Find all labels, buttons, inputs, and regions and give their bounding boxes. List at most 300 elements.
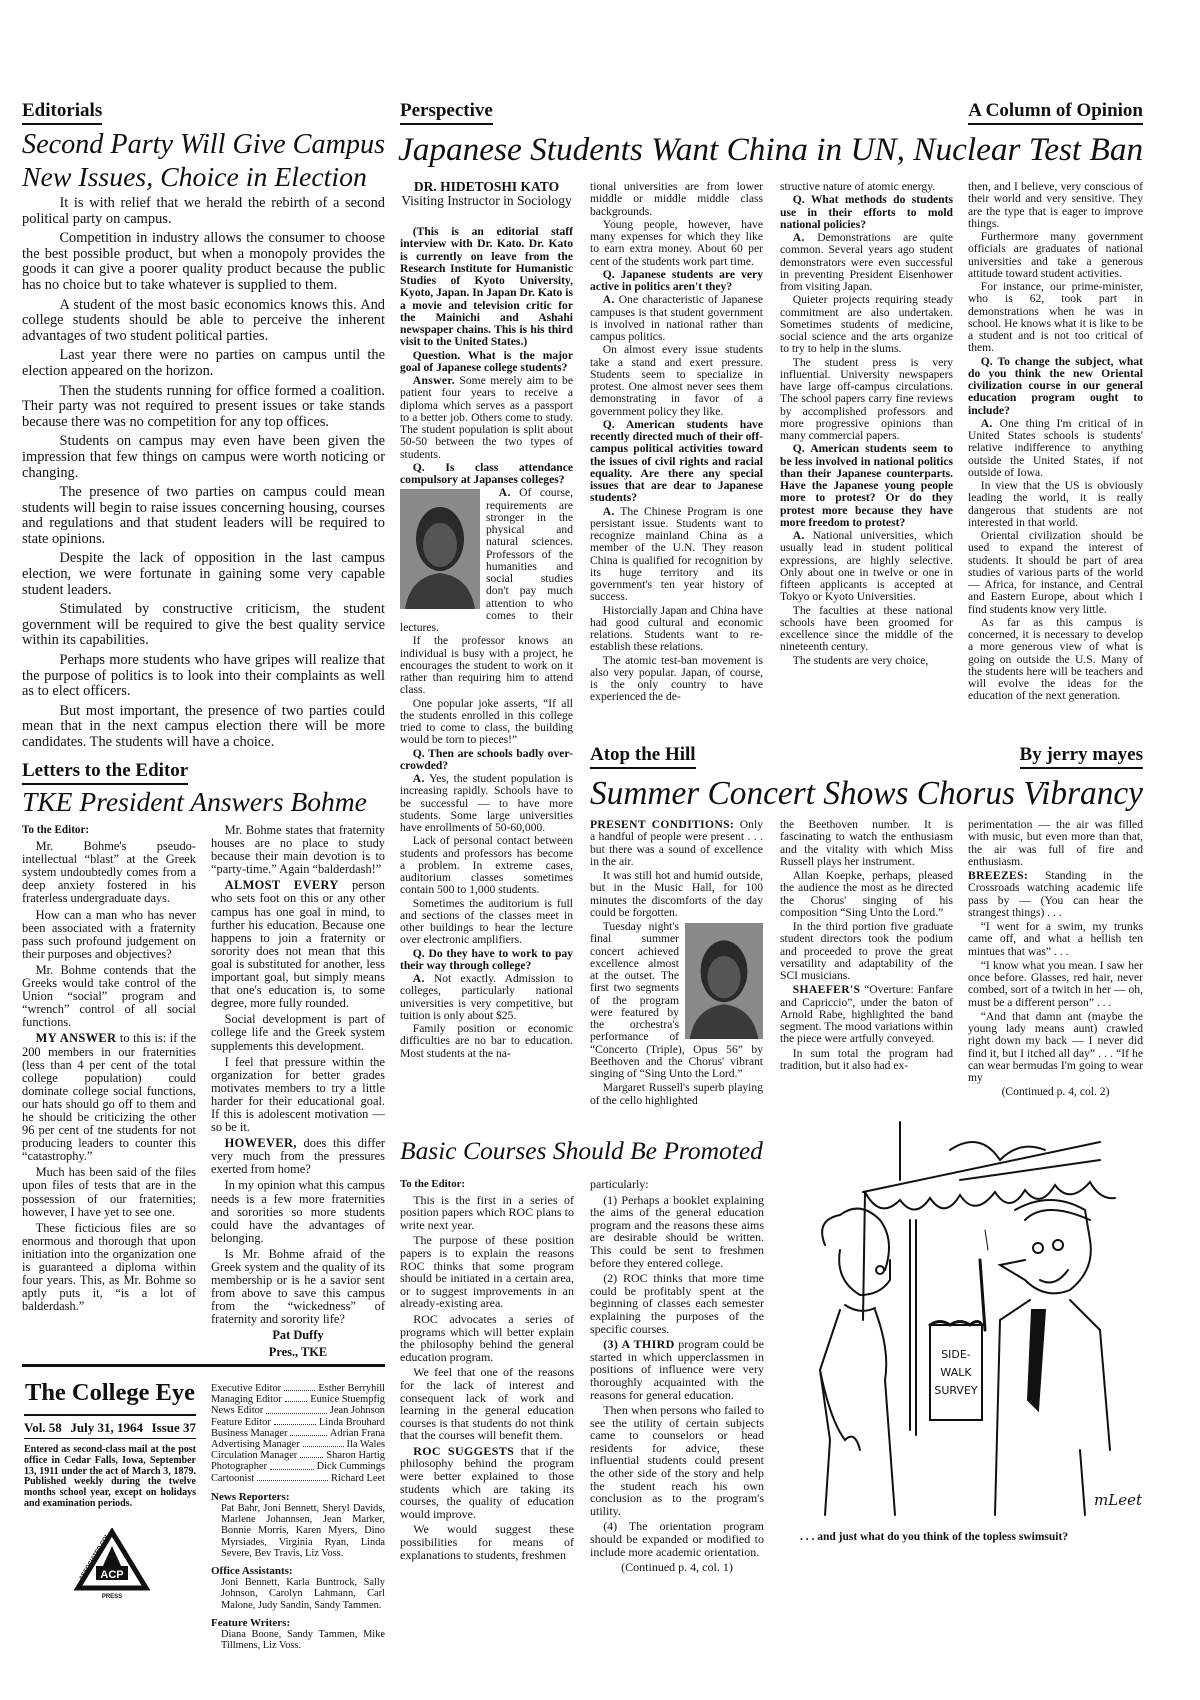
sign-line1: SIDE- (941, 1348, 971, 1361)
paragraph-text: Social development is part of college life and the Greek system supplements this development. (211, 1012, 385, 1053)
paragraph (211, 1137, 385, 1176)
paragraph-text: “I know what you mean. I saw her once before. Glasses, red hair, never combed, sort of a twitch in her — oh, must be a different person” . . . (968, 958, 1143, 1009)
dot-leader (303, 1439, 344, 1447)
paragraph-text: does this differ very much from the pressures exerted from home? (211, 1136, 385, 1177)
paragraph (22, 348, 385, 379)
staff-group (211, 1566, 385, 1611)
masthead-issue-line (24, 1420, 196, 1436)
paragraph-text: Then when persons who failed to see the utility of certain subjects came to counselors or head residents for advice, these influential students could present the other side of the story and help the student reach his own conclusion as to the program's utility. (590, 1403, 764, 1518)
paragraph-text: Competition in industry allows the consumer to choose the best possible product, but when a monopoly provides the goods it can give a poorer quality product because the public has no choice but to take whatever is supplied to them. (22, 230, 385, 293)
paragraph-text: (4) The orientation program should be expanded or modified to include more academic orientation. (590, 1519, 764, 1559)
paragraph (211, 1013, 385, 1052)
paragraph-text: Quieter projects requiring steady commitment are also undertaken. Sometimes students of medicine, social science and the arts organize to try to help in the slums. (780, 293, 953, 356)
paragraph-text: A student of the most basic economics knows this. And college students should be able to perceive the inherent advantages of two student political parties. (22, 296, 385, 344)
paragraph (22, 384, 385, 431)
paragraph-text: that if the philosophy behind the program were better explained to those students which are taking its courses, the quality of education would improve. (400, 1443, 574, 1521)
staff-name: Adrian Frana (329, 1427, 385, 1439)
letters-column-2 (211, 824, 385, 1359)
paragraph-lead: ALMOST EVERY (224, 878, 339, 893)
staff-role: Advertising Manager (211, 1439, 300, 1451)
paragraph (400, 1234, 574, 1310)
paragraph (590, 819, 763, 868)
staff-group (211, 1618, 385, 1652)
atop-column-1 (590, 819, 763, 1129)
paragraph (590, 1561, 764, 1574)
paragraph (968, 617, 1143, 703)
column-byline: By jerry mayes (1020, 744, 1143, 769)
paragraph (968, 418, 1143, 479)
paragraph-text: Tuesday night's final summer concert achieved excellence almost at the outset. The first two segments of the program were featured by the orchestra's performance of “Concerto (Triple), Opus 56” by Beethoven and the Chorus' vibrant singing of “Sing Unto the Lord.” (590, 920, 763, 1080)
paragraph (22, 434, 385, 481)
paragraph-text: Historcially Japan and China have had good cultural and economic relations. Students want to re-establish these relations. (590, 603, 763, 654)
paragraph (590, 1194, 764, 1270)
dot-leader (270, 1461, 314, 1469)
basic-column-2 (590, 1178, 764, 1598)
perspective-column-3 (780, 181, 953, 737)
paragraph-text: The presence of two parties on campus could mean students will begin to raise issues concerning housing, courses and regulations and that student leaders will be required to state opinions. (22, 484, 385, 547)
perspective-column-4 (968, 181, 1143, 737)
paragraph-lead: A. (412, 972, 425, 985)
paragraph-text: In the third portion five graduate student directors took the podium and proceeded to prove the great versatility and adaptability of the SCI musicians. (780, 920, 953, 982)
paragraph (22, 653, 385, 700)
editorial-body (22, 196, 385, 751)
paragraph-text: It was still hot and humid outside, but in the Music Hall, for 100 minutes the discomforts of the day could be forgotten. (590, 869, 763, 919)
paragraph (400, 1023, 573, 1060)
paragraph-lead: SHAEFER'S (792, 983, 861, 997)
paragraph (780, 870, 953, 919)
paragraph (590, 1520, 764, 1558)
paragraph (211, 1329, 385, 1342)
paragraph-text: If the professor knows an individual is busy with a project, he encourages the student to work on it rather than requiring him to attend class. (400, 634, 573, 697)
paragraph (400, 698, 573, 747)
paragraph-text: How can a man who has never been associated with a fraternity pass such profound judgement on their purposes and objectives? (22, 907, 196, 961)
staff-name: Sharon Hartig (326, 1450, 385, 1462)
paragraph-text: Of course, requirements are stronger in the physical and natural sciences. Professors of the humanities and social studies don't pay much attention to who comes to their lectures. (400, 486, 573, 634)
paragraph (590, 181, 763, 218)
paragraph-text: Not exactly. Admission to colleges, particularly national universities is very competitive, but tuition is only about $25. (400, 972, 573, 1022)
sign-line2: WALK (940, 1366, 972, 1379)
paragraph (22, 1032, 196, 1163)
paragraph (590, 1404, 764, 1517)
paragraph-text: (1) Perhaps a booklet explaining the aims of the general education program and the reasons these aims are desirable should be written. This could be sent to freshmen before they entered college. (590, 1192, 764, 1270)
staff-role: Cartoonist (211, 1472, 255, 1484)
paragraph (780, 530, 953, 604)
paragraph (22, 551, 385, 598)
paragraph-text: ROC advocates a series of programs which will better explain the philosophy behind the general education program. (400, 1311, 574, 1364)
paragraph-text: These ficticious files are so enormous and thorough that upon initiation into the organization one is guaranteed a diploma within four years. This, as Mr. Bohme so aptly puts it, “is a lot of balderdash.” (22, 1220, 196, 1314)
staff-row (211, 1383, 385, 1394)
paragraph-text: Q. Is class attendance compulsory at Japanses colleges? (400, 460, 573, 486)
paragraph-lead: A. (412, 772, 425, 785)
staff-name: Esther Berryhill (318, 1383, 385, 1394)
paragraph-text: Mr. Bohme contends that the Greeks would take control of the Union “social” program and “wrench” control of all social functions. (22, 962, 196, 1030)
paragraph-text: program could be started in which upperclassmen in positions of influence were very thoroughly acquainted with the reasons for general education. (590, 1337, 764, 1402)
dot-leader (266, 1405, 327, 1413)
staff-name: Dick Cummings (316, 1461, 385, 1473)
paragraph-text: To the Editor: (22, 824, 90, 836)
paragraph-text: “Overture: Fanfare and Capriccio”, under the baton of Arnold Rabe, highlighted the band segment. The mood variations within the piece were artfully conveyed. (780, 983, 953, 1046)
paragraph (590, 655, 763, 704)
paragraph-text: (Continued p. 4, col. 1) (621, 1560, 733, 1575)
paragraph-text: Q. Japanese students are very active in politics aren't they? (590, 267, 763, 293)
paragraph-text: We feel that one of the reasons for the lack of interest and consequent lack of work and learning in the general education courses is that students do not think that the courses will benefit them. (400, 1365, 574, 1443)
paragraph (211, 1346, 385, 1359)
paragraph-lead: (3) A THIRD (603, 1337, 675, 1352)
letters-column-1 (22, 824, 196, 1359)
paragraph-text: tional universities are from lower middle or middle middle class backgrounds. (590, 181, 763, 218)
question-paragraph (780, 443, 953, 529)
masthead (24, 1378, 196, 1510)
paragraph (968, 819, 1143, 868)
paragraph (400, 1178, 574, 1191)
paragraph-text: The students are very choice, (792, 653, 929, 667)
masthead-date: July 31, 1964 (70, 1420, 143, 1435)
paragraph-text: (Continued p. 4, col. 2) (1001, 1085, 1110, 1099)
paragraph-text: Perhaps more students who have gripes will realize that the purpose of politics is to look into their complaints as well as to elect officers. (22, 652, 385, 700)
author-name: DR. HIDETOSHI KATO (413, 179, 560, 194)
staff-box (211, 1383, 385, 1651)
paragraph-text: Is Mr. Bohme afraid of the Greek system and the quality of its membership or is he a savior sent from above to save this campus from the “wickedness” of fraternity and sorority life? (211, 1246, 385, 1327)
paragraph-text: to this is: if the 200 members in our fraternities (less than 4 per cent of the total college population) could dominate college social functions, our hats should go off to them and he should be criticizing the other 96 per cent of tne students for not producing leaders to counter this “catastrophy.” (22, 1031, 196, 1164)
paragraph (22, 602, 385, 649)
paragraph (590, 1178, 764, 1191)
paragraph-text: structive nature of atomic energy. (780, 181, 936, 193)
staff-name: Eunice Stuempfig (310, 1394, 385, 1406)
paragraph (780, 819, 953, 868)
paragraph-text: Oriental civilization should be used to expand the interest of students. It should be part of area studies of various parts of the world — Africa, for instance, and Central and Eastern Europe, about which I find students know very little. (968, 529, 1143, 616)
paragraph-text: Only a handful of people were present . . . but there was a sound of excellence in the air. (590, 819, 763, 868)
paragraph (400, 1523, 574, 1561)
paragraph (590, 605, 763, 654)
paragraph-text: The purpose of these position papers is to explain the reasons ROC thinks that some program should be initiated in a certain area, or to suggest improvements in an already-existing area. (400, 1233, 574, 1311)
letters-headline: TKE President Answers Bohme (22, 786, 367, 817)
paragraph-text: Q. To change the subject, what do you think the new Oriental civilization course in our general education program ought to include? (968, 354, 1143, 417)
paragraph (968, 281, 1143, 355)
dot-leader (290, 1428, 326, 1436)
paragraph (780, 655, 953, 667)
paragraph-text: One characteristic of Japanese campuses is that student government is involved in national rather than campus politics. (590, 293, 763, 343)
staff-group-names: Joni Bennett, Karla Buntrock, Sally Johnson, Carolyn Lahmann, Carl Malone, Judy Sandin, Sandy Tammen. (221, 1577, 385, 1611)
staff-group-names: Pat Bahr, Joni Bennett, Sheryl Davids, Marlene Johannsen, Jean Marker, Bonnie Morris, Karen Myers, Dino Myrsiades, Virginia Ryan, Linda Severe, Bev Travis, Liz Voss. (221, 1503, 385, 1559)
paragraph-text: “And that damn ant (maybe the young lady means aunt) crawled right down my back — I never did find it, but I itched all day” . . . “If he can wear bermudas I'm going to wear my (968, 1009, 1143, 1084)
masthead-volume: Vol. 58 (24, 1420, 62, 1435)
paragraph-text: This is the first in a series of position papers which ROC plans to write next year. (400, 1192, 574, 1232)
staff-name: Jean Johnson (329, 1405, 385, 1417)
section-label-perspective: Perspective (400, 100, 493, 125)
paragraph (968, 921, 1143, 958)
paragraph-text: Mr. Bohme states that fraternity houses are no place to study because their main devotion is to “party-time.” Again “balderdash!” (211, 824, 385, 877)
paragraph-lead: MY ANSWER (35, 1031, 117, 1046)
paragraph-text: National universities, which usually lead in student political expressions, are highly selective. Only about one in twelve or one in fifteen applicants is accepted at Tokyo or Kyoto Universities. (780, 529, 953, 604)
paragraph (22, 298, 385, 345)
question-paragraph (400, 350, 573, 375)
paragraph (22, 964, 196, 1029)
paragraph-text: The atomic test-ban movement is also very popular. Japan, of course, is the only country to have experienced the de- (590, 653, 763, 704)
paragraph (590, 344, 763, 418)
section-label-atop-the-hill: Atop the Hill (590, 744, 696, 769)
paragraph (211, 1248, 385, 1327)
paragraph (211, 1056, 385, 1135)
basic-courses-headline: Basic Courses Should Be Promoted (400, 1136, 763, 1165)
perspective-headline: Japanese Students Want China in UN, Nuclear Test Ban (398, 131, 1144, 168)
paragraph-text: Young people, however, have many expenses for which they like to earn extra money. About 60 per cent of the students work part time. (590, 217, 763, 268)
question-paragraph (400, 226, 573, 349)
paragraph-text: Q. Then are schools badly over-crowded? (400, 746, 573, 772)
acp-member: MEMBER (102, 1581, 122, 1586)
paragraph-text: Stimulated by constructive criticism, the student government will be required to give the best quality service within its capabilities. (22, 601, 385, 649)
paragraph-text: particularly: (590, 1178, 649, 1191)
staff-name: Richard Leet (331, 1472, 385, 1484)
paragraph-text: Sometimes the auditorium is full and sections of the classes meet in other buildings to hear the lecture over electronic amplifiers. (400, 896, 573, 947)
paragraph-text: (This is an editorial staff interview with Dr. Kato. Dr. Kato is currently on leave from the Research Institute for Humanistic Studies of Kyoto University, Kyoto, Japan. In Japan Dr. Kato is a movie and television critic for the Mainichi and Ashahi newspaper chains. This is his third visit to the United States.) (400, 226, 573, 349)
paragraph-text: Despite the lack of opposition in the last campus election, we were fortunate in gaining some very capable student leaders. (22, 550, 385, 598)
paragraph-text: For instance, our prime-minister, who is 62, took part in demonstrations when he was in school. He knows what it is like to be a student and is not too critical of them. (968, 280, 1143, 355)
paragraph-text: One popular joke asserts, “If all the students enrolled in this college tried to come to class, the building would be torn to pieces!” (400, 696, 573, 747)
acp-ring-text: ASSOCIATED COLLEGIATE (78, 1530, 128, 1582)
editorial-headline-line2: New Issues, Choice in Election (22, 162, 367, 193)
question-paragraph (400, 462, 573, 487)
staff-role: Executive Editor (211, 1383, 282, 1394)
staff-name: Ila Wales (346, 1439, 385, 1451)
paragraph-text: In my opinion what this campus needs is a few more fraternities and sororities so more students could have the advantages of belonging. (211, 1178, 385, 1245)
paragraph (22, 196, 385, 227)
paragraph (400, 375, 573, 461)
paragraph (22, 824, 196, 837)
paragraph-text: perimentation — the air was filled with music, but even more than that, the air was full of fire and enthusiasm. (968, 819, 1143, 868)
staff-name: Linda Brouhard (318, 1416, 385, 1428)
staff-row (211, 1428, 385, 1439)
paragraph-lead: A. (792, 529, 805, 542)
staff-role: Feature Editor (211, 1416, 271, 1428)
question-paragraph (590, 269, 763, 294)
paragraph (590, 294, 763, 343)
section-label-editorials: Editorials (22, 100, 102, 125)
paragraph (400, 835, 573, 896)
divider-rule (22, 1364, 385, 1367)
atop-column-3 (968, 819, 1143, 1129)
paragraph-text: “I went for a swim, my trunks came off, and what a hellish ten mintues that was” . . . (968, 920, 1143, 958)
author-byline (400, 180, 573, 208)
paragraph-text: Lack of personal contact between students and professors has become a problem. In extreme cases, auditorium classes sometimes contain 500 to 1,000 students. (400, 834, 573, 897)
column-of-opinion-label: A Column of Opinion (968, 100, 1143, 125)
cartoon-caption: . . . and just what do you think of the topless swimsuit? (800, 1531, 1069, 1543)
paragraph-text: On almost every issue students take a stand and exert pressure. Students seem to specialize in protest. One almost never sees them demonstrating in favor of a government policy they like. (590, 343, 763, 418)
paragraph (22, 704, 385, 751)
paragraph (968, 1011, 1143, 1085)
staff-role: Managing Editor (211, 1394, 282, 1406)
staff-role: Circulation Manager (211, 1450, 298, 1462)
paragraph-lead: PRESENT CONDITIONS: (590, 819, 735, 831)
paragraph (590, 870, 763, 919)
paragraph-text: Demonstrations are quite common. Several years ago student demonstrators were even successful in preventing President Eisenhower from visiting Japan. (780, 231, 953, 293)
paragraph-lead: A. (980, 416, 993, 430)
dot-leader (274, 1417, 316, 1425)
paragraph-text: Q. What methods do students use in their efforts to mold national policies? (780, 193, 953, 231)
dot-leader (300, 1450, 323, 1458)
paragraph (211, 1179, 385, 1244)
paragraph (590, 219, 763, 268)
paragraph (590, 1082, 763, 1107)
editorial-headline (22, 128, 385, 194)
staff-row (211, 1439, 385, 1450)
paragraph-text: Question. What is the major goal of Japanese college students? (400, 348, 573, 374)
paragraph (780, 232, 953, 293)
paragraph (400, 1194, 574, 1232)
paragraph-text: Margaret Russell's superb playing of the cello highlighted (590, 1081, 763, 1107)
paragraph (400, 1445, 574, 1521)
paragraph (211, 879, 385, 1010)
paragraph-text: Mr. Bohme's pseudo-intellectual “blast” at the Greek system undoubtedly comes from a deep anxiety fostered in his fraterless undergraduate days. (22, 839, 196, 906)
question-paragraph (780, 194, 953, 231)
paragraph (400, 773, 573, 834)
paragraph-text: Some merely aim to be patient four years to receive a diploma which serves as a passport to a better job. Others come to study. The student population is split about 50-50 between the two types of students. (400, 374, 573, 461)
paragraph (400, 635, 573, 696)
paragraph-text: Family position or economic difficulties are no bar to education. Most students at the na- (400, 1022, 573, 1060)
staff-role: Photographer (211, 1461, 267, 1473)
paragraph-text: But most important, the presence of two parties could mean that in the next campus election there will be more candidates. The students will have a choice. (22, 702, 385, 750)
paragraph (780, 1048, 953, 1073)
paragraph-text: We would suggest these possibilities for means of explanations to students, freshmen (400, 1522, 574, 1562)
acp-initials: ACP (100, 1569, 124, 1581)
masthead-title: The College Eye (24, 1379, 195, 1406)
paragraph (22, 231, 385, 293)
paragraph (968, 870, 1143, 919)
paragraph (400, 1366, 574, 1442)
paragraph (968, 1086, 1143, 1098)
paragraph (968, 960, 1143, 1009)
dot-leader (257, 1473, 328, 1481)
question-paragraph (400, 948, 573, 973)
paragraph-lead: BREEZES: (968, 869, 1029, 882)
paragraph-text: I feel that pressure within the organization for better grades motivates members to try a little harder for their educational goal. If this is adolescent motivation — so be it. (211, 1054, 385, 1135)
perspective-column-1 (400, 226, 573, 1126)
paragraph-text: Then the students running for office formed a coalition. Their party was not required to present issues or take stands because there was no competition for any top offices. (22, 382, 385, 430)
paragraph (968, 530, 1143, 616)
paragraph-text: Yes, the student population is increasing rapidly. Schools have to be successful — to have more students. Some large universities have enrollments of 50-60,000. (400, 772, 573, 834)
paragraph (780, 294, 953, 355)
author-title: Visiting Instructor in Sociology (401, 193, 572, 208)
atop-headline: Summer Concert Shows Chorus Vibrancy (590, 775, 1143, 812)
portrait-photo (400, 489, 480, 609)
paragraph-text: then, and I believe, very conscious of their world and very sensitive. They are the type that is eager to improve things. (968, 181, 1143, 230)
paragraph (780, 357, 953, 443)
staff-row (211, 1405, 385, 1416)
woman-head (822, 1209, 890, 1295)
paragraph (780, 605, 953, 654)
question-paragraph (590, 419, 763, 505)
staff-row (211, 1417, 385, 1428)
paragraph (590, 1272, 764, 1335)
paragraph-lead: A. (792, 231, 805, 244)
mailing-notice: Entered as second-class mail at the post office in Cedar Falls, Iowa, September 13, 1911 under the act of March 3, 1879. Published weekly during the twelve months school year, except on holidays and examination periods. (24, 1444, 196, 1509)
paragraph-text: Much has been said of the files upon files of tests that are in the possession of our fraternities; however, I have yet to see one. (22, 1165, 196, 1219)
perspective-column-2 (590, 181, 763, 737)
paragraph (780, 984, 953, 1045)
paragraph-text: Allan Koepke, perhaps, pleased the audience the most as he directed the Chorus' singing of his composition “Sing Unto the Lord.” (780, 869, 953, 919)
paragraph-text: As far as this campus is concerned, it is necessary to develop a more generous view of what is going on outside the U.S. Many of the students here will be teachers and will evolve the ideas for the education of the next generation. (968, 615, 1143, 703)
paragraph-text: (2) ROC thinks that more time could be profitably spent at the beginning of classes each semester explaining the purposes of the specific courses. (590, 1271, 764, 1336)
paragraph-text: Q. American students have recently directed much of their off-campus political activities toward the issues of civil rights and racial equality. Are there any special issues that are dear to Japanese students? (590, 417, 763, 505)
staff-row (211, 1394, 385, 1405)
acp-member-logo (74, 1528, 150, 1600)
paragraph-text: Q. American students seem to be less involved in national politics than their Japanese counterparts. Have the Japanese young people more to protest? Or do they protest more because they have more freedom to protest? (780, 442, 953, 529)
portrait-photo (685, 923, 763, 1039)
staff-group-title: News Reporters: (211, 1490, 290, 1503)
cartoonist-signature: mLeet (1094, 1491, 1142, 1509)
staff-role: News Editor (211, 1405, 264, 1417)
paragraph-text: The Chinese Program is one persistant issue. Students want to recognize mainland China as a member of the U.N. They reason China is qualified for recognition by its huge territory and its government's ten year history of success. (590, 504, 763, 604)
paragraph-lead: Answer. (412, 374, 456, 387)
staff-group (211, 1492, 385, 1559)
acp-press: PRESS (101, 1594, 123, 1600)
section-label-letters: Letters to the Editor (22, 760, 188, 785)
staff-row (211, 1461, 385, 1472)
paragraph (22, 1166, 196, 1218)
question-paragraph (968, 356, 1143, 417)
masthead-issue: Issue 37 (151, 1420, 196, 1435)
paragraph-text: Q. Do they have to work to pay their way through college? (400, 946, 573, 972)
editorial-headline-line1: Second Party Will Give Campus (22, 129, 386, 160)
paragraph (590, 1338, 764, 1401)
paragraph-text: the Beethoven number. It is fascinating to watch the enthusiasm and the vitality with which Miss Russell plays her instrument. (780, 819, 953, 868)
basic-column-1 (400, 1178, 574, 1598)
paragraph-text: The student press is very influential. University newspapers have large off-campus circulations. The school papers carry fine reviews by accomplished professors and more progressive opinions than many commercial papers. (780, 355, 953, 442)
staff-row (211, 1473, 385, 1484)
paragraph (211, 824, 385, 876)
paragraph-text: To the Editor: (400, 1178, 465, 1190)
paragraph (968, 181, 1143, 230)
sign-line3: SURVEY (934, 1384, 978, 1397)
paragraph-lead: HOWEVER, (224, 1136, 297, 1151)
paragraph-text: Last year there were no parties on campus until the election appeared on the horizon. (22, 347, 385, 379)
editorial-cartoon (800, 1120, 1145, 1525)
paragraph-text: The faculties at these national schools have been groomed for excellence since the middle of the nineteenth century. (780, 603, 953, 654)
paragraph-text: Pat Duffy (272, 1328, 324, 1343)
dot-leader (284, 1383, 315, 1391)
paragraph-text: Pres., TKE (268, 1344, 328, 1359)
paragraph (22, 840, 196, 905)
staff-row (211, 1450, 385, 1461)
question-paragraph (400, 748, 573, 773)
paragraph (400, 973, 573, 1022)
staff-group-title: Feature Writers: (211, 1616, 291, 1629)
atop-column-2 (780, 819, 953, 1129)
paragraph-lead: A. (498, 486, 511, 500)
paragraph (22, 1222, 196, 1314)
paragraph (968, 480, 1143, 529)
paragraph-lead: A. (602, 293, 615, 307)
dot-leader (285, 1394, 308, 1402)
paragraph-text: In sum total the program had tradition, but it also had ex- (780, 1046, 953, 1072)
paragraph-lead: A. (602, 504, 615, 518)
paragraph (968, 231, 1143, 280)
paragraph-text: Standing in the Crossroads watching academic life pass by — (You can hear the strangest things) . . . (968, 869, 1143, 919)
paragraph (400, 1313, 574, 1363)
paragraph-text: It is with relief that we herald the rebirth of a second political party on campus. (22, 196, 385, 227)
paragraph-text: person who sets foot on this or any other campus has one goal in mind, to further his education. Because one happens to join a fraternity or sorority does not mean that this goal is substituted for another, less important goal, but simply means that one's education is, to some degree, more fully rounded. (211, 878, 385, 1011)
paragraph (780, 921, 953, 982)
paragraph (22, 485, 385, 547)
paragraph-lead: ROC SUGGESTS (413, 1443, 515, 1458)
staff-role: Business Manager (211, 1427, 288, 1439)
staff-group-names: Diana Boone, Sandy Tammen, Mike Tillmens, Liz Voss. (221, 1629, 385, 1652)
paragraph (780, 181, 953, 193)
paragraph (590, 506, 763, 604)
paragraph-text: In view that the US is obviously leading the world, it is really dangerous that students are not interested in that world. (968, 479, 1143, 529)
paragraph (400, 898, 573, 947)
paragraph-text: Furthermore many government officials are graduates of national universities and take a generous attitude toward student activities. (968, 230, 1143, 280)
staff-group-title: Office Assistants: (211, 1565, 293, 1578)
